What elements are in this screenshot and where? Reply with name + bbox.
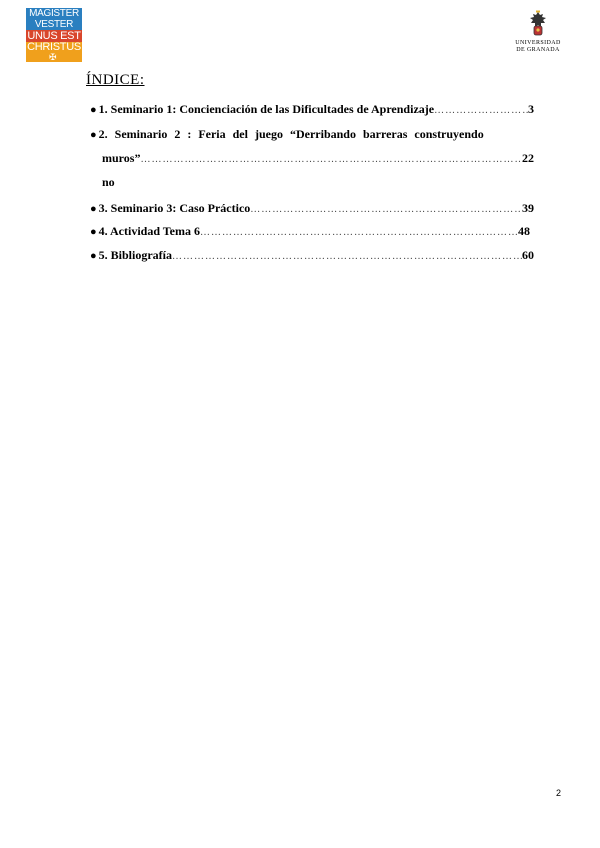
dot-leader (200, 225, 518, 241)
cross-icon: ✠ (49, 52, 57, 62)
toc-entry-label: 5. Bibliografía (98, 248, 172, 262)
toc-entry-4[interactable] (90, 223, 530, 241)
toc-entry-label: 1. Seminario 1: Concienciación de las Dificultades de Aprendizaje (98, 102, 435, 116)
toc-entry-label: 4. Actividad Tema 6 (98, 224, 201, 238)
toc-entry-5[interactable] (90, 247, 534, 265)
ugr-line-1: UNIVERSIDAD (515, 40, 561, 46)
ugr-logo (508, 10, 568, 60)
toc-entry-label: muros” (102, 151, 141, 165)
bullet-icon: ● (90, 203, 97, 215)
toc-entry-1[interactable] (90, 101, 534, 119)
dot-leader (172, 249, 522, 265)
toc-entry-label: 3. Seminario 3: Caso Práctico (98, 201, 251, 215)
logo-line-4: CHRISTUS (27, 42, 81, 53)
bullet-icon: ● (90, 226, 97, 238)
page-number: 2 (556, 788, 562, 798)
crest-icon (525, 10, 551, 38)
logo-line-3: UNUS EST (27, 30, 81, 42)
toc-entry-2[interactable] (90, 126, 534, 143)
bullet-icon: ● (90, 129, 97, 141)
toc-title: ÍNDICE: (86, 72, 145, 88)
dot-leader (140, 152, 522, 168)
toc-entry-2-continued[interactable] (102, 150, 534, 168)
logo-line-1: MAGISTER (29, 8, 79, 19)
bullet-icon: ● (90, 104, 97, 116)
toc-entry-3[interactable] (90, 200, 534, 218)
dot-leader (434, 103, 528, 119)
toc-entry-2-fragment: no (102, 175, 115, 189)
logo-line-2: VESTER (34, 20, 74, 30)
dot-leader (250, 202, 522, 218)
toc-entry-page: 48 (518, 224, 530, 238)
toc-entry-page: 39 (522, 201, 534, 215)
toc-entry-page: 22 (522, 151, 534, 165)
toc-entry-label: 2. Seminario 2 : Feria del juego “Derribando barreras construyendo (98, 127, 484, 141)
bullet-icon: ● (90, 250, 97, 262)
toc-entry-page: 60 (522, 248, 534, 262)
ugr-line-2: DE GRANADA (516, 46, 560, 53)
magister-logo (26, 8, 82, 62)
toc-entry-page: 3 (528, 102, 534, 116)
